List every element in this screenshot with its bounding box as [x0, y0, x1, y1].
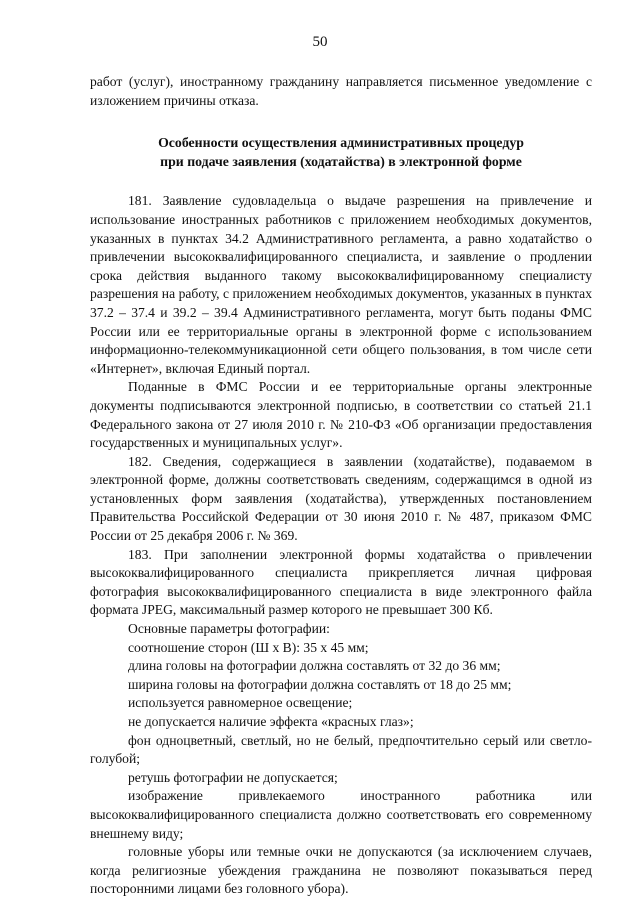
section-heading-line-2: при подаче заявления (ходатайства) в электронной форме: [160, 153, 522, 169]
document-body: [90, 73, 592, 899]
photo-param-item: головные уборы или темные очки не допускаются (за исключением случаев, когда религиозные убеждения гражданина не позволяют показываться перед посторонними лицами без головного убора).: [90, 844, 592, 897]
photo-param-item: ширина головы на фотографии должна составлять от 18 до 25 мм;: [128, 676, 512, 692]
paragraph-181: 181. Заявление судовладельца о выдаче разрешения на привлечение и использование иностранных работников с приложением необходимых документов, указанных в пунктах 34.2 Административного регламента, а равно ходатайство о привлечении высококвалифицированного специалиста, и заявление о продлении срока действия выданного такому высококвалифицированному специалисту разрешения на работу, с приложением необходимых документов, указанных в пунктах 37.2 – 37.4 и 39.2 – 39.4 Административного регламента, могут быть поданы ФМС России или ее территориальные органы в электронной форме с использованием информационно-телекоммуникационной сети общего пользования, в том числе сети «Интернет», включая Единый портал.: [90, 193, 592, 376]
paragraph-183: 183. При заполнении электронной формы ходатайства о привлечении высококвалифицированного специалиста прикрепляется личная цифровая фотография высококвалифицированного специалиста в виде электронного файла формата JPEG, максимальный размер которого не превышает 300 Кб.: [90, 546, 592, 618]
photo-param-item: ретушь фотографии не допускается;: [128, 769, 338, 785]
photo-param-item: используется равномерное освещение;: [128, 695, 353, 711]
photo-params-title: Основные параметры фотографии:: [128, 621, 330, 637]
section-heading: [90, 134, 592, 171]
photo-param-item: не допускается наличие эффекта «красных глаз»;: [128, 714, 414, 729]
paragraph-181-signature: Поданные в ФМС России и ее территориальные органы электронные документы подписываются электронной подписью, в соответствии со статьей 21.1 Федерального закона от 27 июля 2010 г. № 210-ФЗ «Об организации предоставления государственных и муниципальных услуг».: [90, 379, 592, 451]
photo-param-item: соотношение сторон (Ш x В): 35 x 45 мм;: [128, 639, 369, 655]
intro-paragraph: работ (услуг), иностранному гражданину направляется письменное уведомление с изложением причины отказа.: [90, 74, 592, 108]
section-heading-line-1: Особенности осуществления административных процедур: [158, 135, 524, 151]
paragraph-182: 182. Сведения, содержащиеся в заявлении (ходатайстве), подаваемом в электронной форме, должны соответствовать сведениям, содержащимся в одной из установленных форм заявления (ходатайства), утвержденных постановлением Правительства Российской Федерации от 30 июня 2010 г. № 487, приказом ФМС России от 25 декабря 2006 г. № 369.: [90, 453, 592, 544]
photo-param-item: изображение привлекаемого иностранного работника или высококвалифицированного специалиста должно соответствовать его современному внешнему виду;: [90, 788, 592, 841]
page-number: 50: [312, 34, 328, 50]
photo-param-item: длина головы на фотографии должна составлять от 32 до 36 мм;: [128, 658, 501, 674]
photo-param-item: фон одноцветный, светлый, но не белый, предпочтительно серый или светло-голубой;: [90, 732, 592, 767]
